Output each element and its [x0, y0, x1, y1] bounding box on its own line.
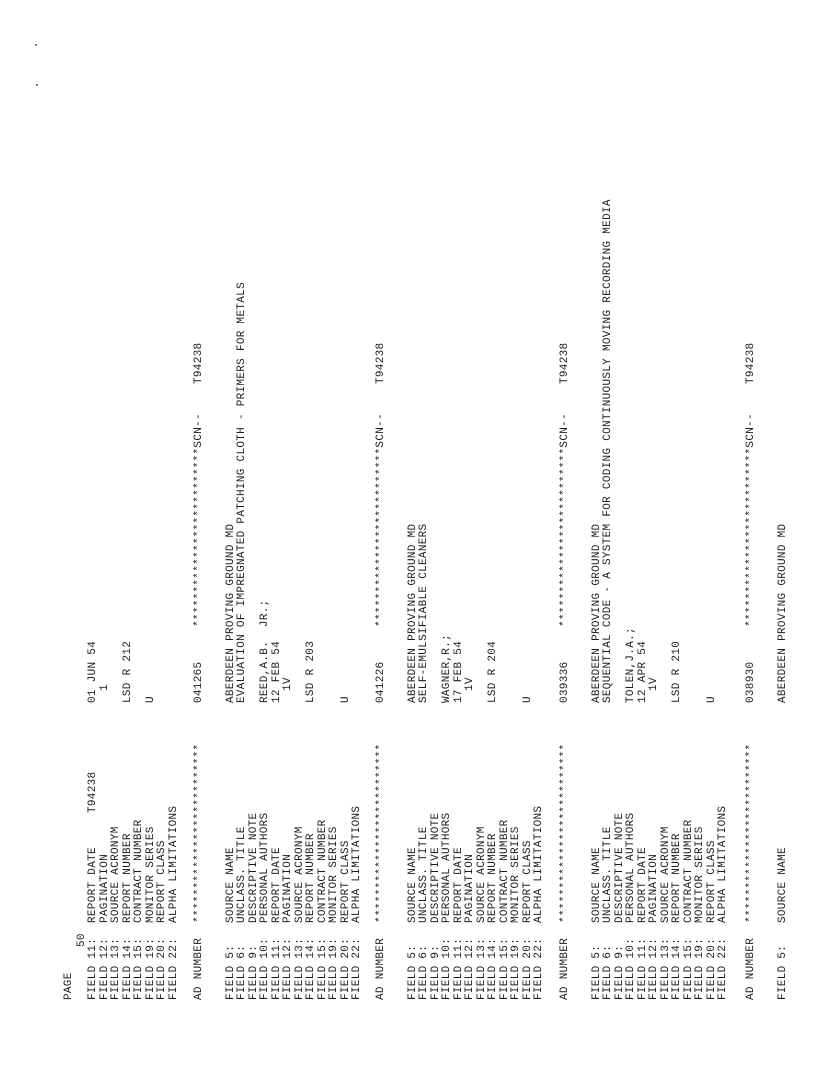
field-name: ALPHA LIMITATIONS	[168, 805, 180, 923]
field-label: FIELD 15:	[683, 937, 695, 1000]
field-name: REPORT DATE	[637, 847, 649, 923]
field-name: ALPHA LIMITATIONS	[533, 805, 545, 923]
record-separator: **************************SCN--	[745, 413, 757, 627]
field-label: FIELD 14:	[671, 937, 683, 1000]
field-name: SOURCE NAME	[225, 847, 237, 923]
field-label: FIELD 15:	[317, 937, 329, 1000]
field-label: FIELD 12:	[99, 937, 111, 1000]
field-name: CONTRACT NUMBER	[133, 819, 145, 923]
authors-value: REED,A.B. JR.;	[259, 599, 271, 703]
field-name: MONITOR SERIES	[145, 826, 157, 923]
field-label: FIELD 19:	[694, 937, 706, 1000]
source-name-value: ABERDEEN PROVING GROUND MD	[591, 523, 603, 703]
field-label: FIELD 22:	[168, 937, 180, 1000]
field-name: SOURCE NAME	[777, 847, 789, 923]
pagination-value: 1	[99, 684, 111, 691]
report-date-value: 17 FEB 54	[453, 640, 465, 703]
field-name: UNCLASS. TITLE	[236, 826, 248, 923]
field-label: FIELD 5:	[777, 944, 789, 1000]
field-name: SOURCE NAME	[591, 847, 603, 923]
field-label: FIELD 13:	[294, 937, 306, 1000]
field-label: FIELD 9:	[614, 944, 626, 1000]
field-name: DESCRIPTIVE NOTE	[248, 812, 260, 923]
field-name: MONITOR SERIES	[694, 826, 706, 923]
record-separator: **************************	[375, 743, 387, 923]
field-label: FIELD 15:	[499, 937, 511, 1000]
field-label: FIELD 5:	[407, 944, 419, 1000]
field-label: FIELD 11:	[637, 937, 649, 1000]
field-label: FIELD 13:	[476, 937, 488, 1000]
page-number: 50	[76, 933, 88, 947]
field-name: SOURCE ACRONYM	[660, 826, 672, 923]
field-label: FIELD 9:	[430, 944, 442, 1000]
title-value: SEQUENTIAL CODE - A SYSTEM FOR CODING CONTINUOUSLY MOVING RECORDING MEDIA	[602, 199, 614, 703]
page-label: PAGE	[63, 972, 75, 1000]
field-name: MONITOR SERIES	[328, 826, 340, 923]
report-class-value: U	[522, 696, 534, 703]
authors-value: TOLEN,J.A.;	[625, 627, 637, 703]
field-name: ALPHA LIMITATIONS	[717, 805, 729, 923]
field-name: MONITOR SERIES	[510, 826, 522, 923]
field-label: FIELD 14:	[305, 937, 317, 1000]
field-name: PERSONAL AUTHORS	[625, 812, 637, 923]
field-name: CONTRACT NUMBER	[317, 819, 329, 923]
source-name-value: ABERDEEN PROVING GROUND MD	[777, 523, 789, 703]
field-name: REPORT NUMBER	[305, 833, 317, 923]
record-separator: **************************SCN--	[559, 413, 571, 627]
field-label: FIELD 14:	[487, 937, 499, 1000]
field-name: REPORT CLASS	[156, 840, 168, 923]
field-name: ALPHA LIMITATIONS	[351, 805, 363, 923]
field-name: REPORT NUMBER	[122, 833, 134, 923]
field-name: DESCRIPTIVE NOTE	[430, 812, 442, 923]
scn-value: T94238	[559, 342, 571, 384]
field-name: PAGINATION	[648, 853, 660, 923]
field-name: PERSONAL AUTHORS	[259, 812, 271, 923]
pagination-value: 1V	[282, 677, 294, 691]
ad-number-label: AD NUMBER	[559, 937, 571, 1000]
ad-number-label: AD NUMBER	[193, 937, 205, 1000]
field-name: REPORT DATE	[453, 847, 465, 923]
field-name: REPORT CLASS	[706, 840, 718, 923]
pagination-value: 1V	[464, 677, 476, 691]
source-name-value: ABERDEEN PROVING GROUND MD	[225, 523, 237, 703]
field-name: REPORT CLASS	[522, 840, 534, 923]
report-date-value: 12 APR 54	[637, 640, 649, 703]
field-label: FIELD 19:	[510, 937, 522, 1000]
ad-number-value: 041226	[375, 661, 387, 703]
ad-number-label: AD NUMBER	[745, 937, 757, 1000]
field-label: FIELD 12:	[282, 937, 294, 1000]
field-label: FIELD 5:	[591, 944, 603, 1000]
field-label: FIELD 14:	[122, 937, 134, 1000]
scn-value: T94238	[375, 342, 387, 384]
field-name: CONTRACT NUMBER	[499, 819, 511, 923]
field-label: FIELD 10:	[441, 937, 453, 1000]
record-separator: **************************	[193, 743, 205, 923]
record-separator: **************************SCN--	[375, 413, 387, 627]
ad-number-value: 041265	[193, 661, 205, 703]
field-label: FIELD 6:	[236, 944, 248, 1000]
scn-value: T94238	[745, 342, 757, 384]
ad-number-label: AD NUMBER	[375, 937, 387, 1000]
title-value: EVALUATION OF IMPREGNATED PATCHING CLOTH - PRIMERS FOR METALS	[236, 282, 248, 703]
record-separator: **************************SCN--	[193, 413, 205, 627]
field-label: FIELD 5:	[225, 944, 237, 1000]
field-label: FIELD 13:	[110, 937, 122, 1000]
field-label: FIELD 15:	[133, 937, 145, 1000]
field-label: FIELD 6:	[418, 944, 430, 1000]
field-label: FIELD 9:	[248, 944, 260, 1000]
field-name: SOURCE NAME	[407, 847, 419, 923]
field-name: REPORT NUMBER	[671, 833, 683, 923]
field-label: FIELD 20:	[156, 937, 168, 1000]
field-label: FIELD 12:	[464, 937, 476, 1000]
ad-number-value: 039336	[559, 661, 571, 703]
field-label: FIELD 20:	[340, 937, 352, 1000]
report-class-value: U	[340, 696, 352, 703]
pagination-value: 1V	[648, 677, 660, 691]
field-name: SOURCE ACRONYM	[294, 826, 306, 923]
field-label: FIELD 11:	[453, 937, 465, 1000]
report-number-value: LSD R 212	[122, 640, 134, 703]
report-date-value: 01 JUN 54	[87, 640, 99, 703]
field-name: PAGINATION	[282, 853, 294, 923]
field-name: UNCLASS. TITLE	[602, 826, 614, 923]
record-separator: **************************	[745, 743, 757, 923]
field-label: FIELD 11:	[271, 937, 283, 1000]
field-label: FIELD 22:	[351, 937, 363, 1000]
field-label: FIELD 20:	[522, 937, 534, 1000]
field-name: CONTRACT NUMBER	[683, 819, 695, 923]
report-number-value: LSD R 210	[671, 640, 683, 703]
report-number-value: LSD R 203	[305, 640, 317, 703]
source-name-value: ABERDEEN PROVING GROUND MD	[407, 523, 419, 703]
field-name: REPORT CLASS	[340, 840, 352, 923]
field-name: PERSONAL AUTHORS	[441, 812, 453, 923]
record-separator: **************************	[559, 743, 571, 923]
report-class-value: U	[706, 696, 718, 703]
field-label: FIELD 22:	[533, 937, 545, 1000]
report-class-value: U	[145, 696, 157, 703]
report-number-value: LSD R 204	[487, 640, 499, 703]
report-date-value: 12 FEB 54	[271, 640, 283, 703]
field-name: REPORT DATE	[271, 847, 283, 923]
field-name: REPORT DATE	[87, 847, 99, 923]
field-name: UNCLASS. TITLE	[418, 826, 430, 923]
field-label: FIELD 19:	[145, 937, 157, 1000]
field-name: PAGINATION	[464, 853, 476, 923]
authors-value: WAGNER,R.;	[441, 633, 453, 703]
field-label: FIELD 11:	[87, 937, 99, 1000]
scn-value: T94238	[193, 342, 205, 384]
field-label: FIELD 22:	[717, 937, 729, 1000]
title-value: SELF-EMULSIFIABLE CLEANERS	[418, 523, 430, 703]
field-label: FIELD 10:	[625, 937, 637, 1000]
field-label: FIELD 20:	[706, 937, 718, 1000]
field-label: FIELD 6:	[602, 944, 614, 1000]
search-id: T94238	[87, 771, 99, 813]
field-name: DESCRIPTIVE NOTE	[614, 812, 626, 923]
field-name: REPORT NUMBER	[487, 833, 499, 923]
ad-number-value: 038930	[745, 661, 757, 703]
field-label: FIELD 10:	[259, 937, 271, 1000]
field-label: FIELD 19:	[328, 937, 340, 1000]
field-label: FIELD 12:	[648, 937, 660, 1000]
field-name: SOURCE ACRONYM	[476, 826, 488, 923]
field-name: SOURCE ACRONYM	[110, 826, 122, 923]
field-label: FIELD 13:	[660, 937, 672, 1000]
field-name: PAGINATION	[99, 853, 111, 923]
